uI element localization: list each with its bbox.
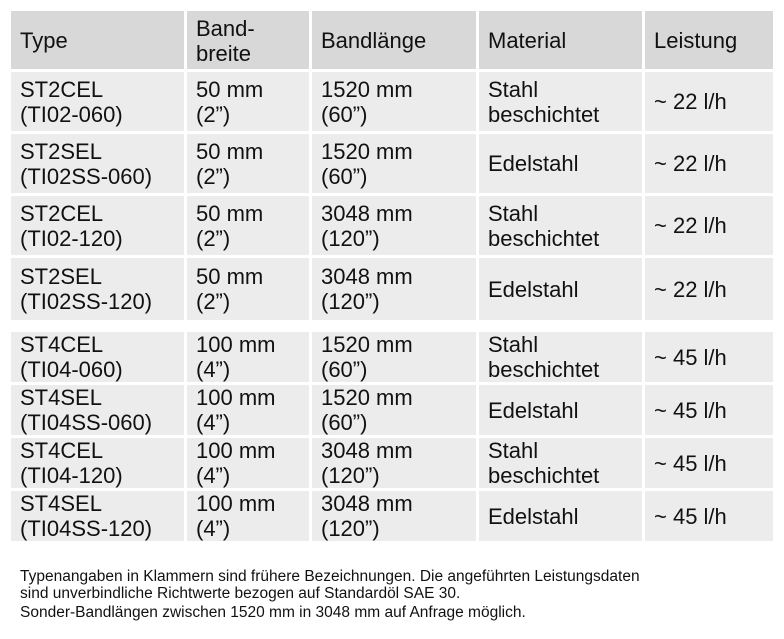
material-cell (479, 438, 645, 491)
leistung-cell (645, 134, 773, 196)
bandlaenge-cell (312, 491, 479, 544)
type-cell-line: ST2CEL (20, 200, 104, 226)
bandlaenge-cell-line: (120”) (321, 463, 380, 488)
header-material-text: Material (488, 28, 567, 53)
header-bandlaenge-text: Bandlänge (321, 28, 427, 53)
bandlaenge-cell (312, 258, 479, 320)
bandbreite-cell-line: (2”) (196, 101, 231, 127)
type-cell (11, 134, 187, 196)
leistung-cell (645, 491, 773, 544)
bandlaenge-cell-line: 1520 mm (321, 138, 413, 164)
type-cell-line: ST4CEL (20, 438, 104, 463)
bandbreite-cell (187, 491, 312, 544)
table-row (11, 196, 773, 258)
header-type (11, 11, 187, 72)
header-bandbreite (187, 11, 312, 72)
header-bandlaenge (312, 11, 479, 72)
material-cell-line: beschichtet (488, 357, 600, 382)
type-cell (11, 491, 187, 544)
table-row (11, 258, 773, 320)
leistung-cell (645, 438, 773, 491)
bandlaenge-cell-line: 1520 mm (321, 385, 413, 410)
bandbreite-cell (187, 196, 312, 258)
bandlaenge-cell (312, 385, 479, 438)
material-cell-line: Stahl (488, 332, 539, 357)
bandlaenge-cell-line: 1520 mm (321, 332, 413, 357)
leistung-cell-text: ~ 22 l/h (654, 213, 727, 238)
leistung-cell (645, 385, 773, 438)
type-cell-line: (TI02-060) (20, 101, 123, 127)
material-cell-line: Edelstahl (488, 397, 579, 423)
header-row (11, 11, 773, 72)
type-cell-line: ST2SEL (20, 138, 102, 164)
leistung-cell-text: ~ 22 l/h (654, 89, 727, 114)
material-cell-line: Stahl (488, 438, 539, 463)
type-cell-line: ST4SEL (20, 491, 102, 516)
group-2-inch (11, 72, 773, 320)
header-type-text: Type (20, 28, 68, 53)
leistung-cell-text: ~ 45 l/h (654, 450, 727, 476)
type-cell-line: (TI04SS-060) (20, 410, 153, 435)
type-cell-line: ST4CEL (20, 332, 104, 357)
bandlaenge-cell (312, 72, 479, 134)
material-cell-line: Edelstahl (488, 151, 579, 176)
leistung-cell-text: ~ 45 l/h (654, 397, 727, 423)
bandlaenge-cell-line: 3048 mm (321, 264, 413, 289)
bandlaenge-cell-line: (120”) (321, 289, 380, 314)
material-cell (479, 196, 645, 258)
type-cell (11, 332, 187, 385)
type-cell (11, 72, 187, 134)
material-cell-line: Edelstahl (488, 503, 579, 529)
leistung-cell (645, 258, 773, 320)
header-leistung (645, 11, 773, 72)
material-cell-line: beschichtet (488, 101, 600, 127)
type-cell (11, 385, 187, 438)
type-cell-line: (TI02SS-120) (20, 289, 153, 314)
type-cell (11, 196, 187, 258)
spacer-row (11, 320, 773, 332)
table-row (11, 491, 773, 544)
bandbreite-cell (187, 258, 312, 320)
table-row (11, 438, 773, 491)
material-cell (479, 134, 645, 196)
bandlaenge-cell-line: (120”) (321, 225, 380, 251)
group-spacer (11, 320, 773, 332)
bandbreite-cell-line: (4”) (196, 463, 231, 488)
bandbreite-cell-line: (4”) (196, 410, 231, 435)
table-row (11, 134, 773, 196)
bandbreite-cell-line: 100 mm (196, 332, 276, 357)
material-cell (479, 72, 645, 134)
table-row (11, 385, 773, 438)
bandbreite-cell-line: (2”) (196, 289, 231, 314)
bandbreite-cell (187, 385, 312, 438)
header-bandbreite-line-2: breite (196, 40, 252, 66)
bandbreite-cell-line: 100 mm (196, 491, 276, 516)
bandlaenge-cell-line: (60”) (321, 410, 368, 435)
type-cell (11, 438, 187, 491)
material-cell-line: beschichtet (488, 225, 600, 251)
type-cell-line: ST2SEL (20, 264, 102, 289)
type-cell-line: (TI04-060) (20, 357, 123, 382)
bandlaenge-cell (312, 134, 479, 196)
material-cell-line: Stahl (488, 76, 539, 102)
spec-table (11, 11, 773, 544)
leistung-cell-text: ~ 45 l/h (654, 344, 727, 370)
material-cell-line: Edelstahl (488, 276, 579, 302)
footnote-line-2: sind unverbindliche Richtwerte bezogen auf Standardöl SAE 30. (20, 585, 461, 602)
bandlaenge-cell-line: (60”) (321, 101, 368, 127)
bandlaenge-cell-line: (120”) (321, 516, 380, 541)
bandlaenge-cell (312, 332, 479, 385)
bandlaenge-cell (312, 196, 479, 258)
bandbreite-cell-line: (2”) (196, 225, 231, 251)
header-bandbreite-line-1: Band- (196, 15, 255, 41)
table-row (11, 72, 773, 134)
bandlaenge-cell-line: (60”) (321, 357, 368, 382)
header-leistung-text: Leistung (654, 28, 738, 53)
bandbreite-cell-line: (4”) (196, 516, 231, 541)
footnotes (20, 568, 770, 621)
bandbreite-cell-line: (2”) (196, 163, 231, 189)
leistung-cell (645, 72, 773, 134)
type-cell-line: (TI04SS-120) (20, 516, 153, 541)
type-cell-line: (TI02SS-060) (20, 163, 153, 189)
group-4-inch (11, 332, 773, 544)
bandlaenge-cell-line: 3048 mm (321, 491, 413, 516)
bandlaenge-cell-line: 1520 mm (321, 76, 413, 102)
header-material (479, 11, 645, 72)
bandlaenge-cell-line: 3048 mm (321, 438, 413, 463)
material-cell (479, 332, 645, 385)
leistung-cell-text: ~ 22 l/h (654, 276, 727, 302)
footnote-line-1: Typenangaben in Klammern sind frühere Bezeichnungen. Die angeführten Leistungsdaten (20, 568, 640, 585)
bandbreite-cell-line: 100 mm (196, 385, 276, 410)
material-cell-line: Stahl (488, 200, 539, 226)
bandbreite-cell-line: 100 mm (196, 438, 276, 463)
material-cell (479, 258, 645, 320)
leistung-cell (645, 332, 773, 385)
bandbreite-cell-line: 50 mm (196, 264, 264, 289)
bandlaenge-cell-line: (60”) (321, 163, 368, 189)
bandbreite-cell-line: 50 mm (196, 138, 264, 164)
type-cell-line: ST2CEL (20, 76, 104, 102)
bandbreite-cell (187, 72, 312, 134)
bandbreite-cell (187, 332, 312, 385)
bandlaenge-cell (312, 438, 479, 491)
bandbreite-cell-line: 50 mm (196, 76, 264, 102)
material-cell-line: beschichtet (488, 463, 600, 488)
material-cell (479, 385, 645, 438)
type-cell-line: (TI02-120) (20, 225, 123, 251)
bandlaenge-cell-line: 3048 mm (321, 200, 413, 226)
leistung-cell-text: ~ 45 l/h (654, 503, 727, 529)
type-cell (11, 258, 187, 320)
footnote-line-3: Sonder-Bandlängen zwischen 1520 mm in 3048 mm auf Anfrage möglich. (20, 604, 526, 621)
leistung-cell-text: ~ 22 l/h (654, 151, 727, 176)
type-cell-line: (TI04-120) (20, 463, 123, 488)
material-cell (479, 491, 645, 544)
bandbreite-cell-line: (4”) (196, 357, 231, 382)
leistung-cell (645, 196, 773, 258)
bandbreite-cell (187, 134, 312, 196)
bandbreite-cell-line: 50 mm (196, 200, 264, 226)
table-row (11, 332, 773, 385)
bandbreite-cell (187, 438, 312, 491)
type-cell-line: ST4SEL (20, 385, 102, 410)
